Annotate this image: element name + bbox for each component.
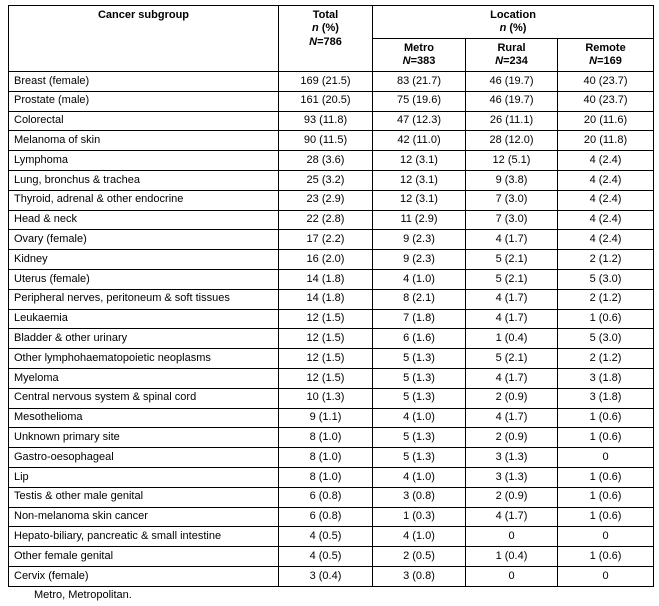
cell-rural: 28 (12.0)	[466, 131, 558, 151]
cell-rural: 26 (11.1)	[466, 111, 558, 131]
table-row	[9, 507, 654, 527]
table-row	[9, 309, 654, 329]
header-total-pct: (%)	[321, 22, 339, 35]
cell-rural: 3 (1.3)	[466, 448, 558, 468]
table-row	[9, 250, 654, 270]
cell-rural: 12 (5.1)	[466, 151, 558, 171]
cell-subgroup: Colorectal	[9, 111, 279, 131]
cell-total: 14 (1.8)	[279, 289, 373, 309]
header-metro	[373, 39, 466, 72]
cell-total: 8 (1.0)	[279, 428, 373, 448]
header-metro-N-value: =383	[410, 55, 436, 68]
cell-metro: 12 (3.1)	[373, 170, 466, 190]
table-row	[9, 269, 654, 289]
cell-metro: 1 (0.3)	[373, 507, 466, 527]
cell-metro: 5 (1.3)	[373, 349, 466, 369]
cell-subgroup: Gastro-oesophageal	[9, 448, 279, 468]
cell-total: 25 (3.2)	[279, 170, 373, 190]
header-location	[373, 6, 654, 39]
cell-total: 17 (2.2)	[279, 230, 373, 250]
cell-subgroup: Hepato-biliary, pancreatic & small intestine	[9, 527, 279, 547]
cell-total: 161 (20.5)	[279, 91, 373, 111]
cell-rural: 4 (1.7)	[466, 507, 558, 527]
header-location-title: Location	[490, 9, 536, 21]
table-row	[9, 210, 654, 230]
cell-remote: 3 (1.8)	[558, 388, 654, 408]
cell-subgroup: Prostate (male)	[9, 91, 279, 111]
cell-metro: 3 (0.8)	[373, 487, 466, 507]
header-remote-N-value: =169	[597, 55, 622, 68]
cell-subgroup: Lymphoma	[9, 151, 279, 171]
cell-subgroup: Breast (female)	[9, 72, 279, 92]
cell-remote: 1 (0.6)	[558, 309, 654, 329]
table-row	[9, 111, 654, 131]
cell-total: 12 (1.5)	[279, 368, 373, 388]
cell-subgroup: Thyroid, adrenal & other endocrine	[9, 190, 279, 210]
cell-rural: 46 (19.7)	[466, 91, 558, 111]
cell-rural: 3 (1.3)	[466, 467, 558, 487]
cell-subgroup: Mesothelioma	[9, 408, 279, 428]
table-row	[9, 566, 654, 586]
header-rural-N-symbol: N	[495, 55, 504, 68]
table-row	[9, 289, 654, 309]
cell-metro: 9 (2.3)	[373, 230, 466, 250]
cell-total: 8 (1.0)	[279, 448, 373, 468]
cell-total: 169 (21.5)	[279, 72, 373, 92]
cell-remote: 1 (0.6)	[558, 547, 654, 567]
cell-total: 23 (2.9)	[279, 190, 373, 210]
cell-rural: 9 (3.8)	[466, 170, 558, 190]
cell-subgroup: Unknown primary site	[9, 428, 279, 448]
cell-metro: 2 (0.5)	[373, 547, 466, 567]
table-row	[9, 527, 654, 547]
cell-remote: 40 (23.7)	[558, 72, 654, 92]
cell-rural: 4 (1.7)	[466, 368, 558, 388]
header-total-n-pct	[281, 22, 370, 35]
header-location-n: n	[499, 22, 507, 35]
cell-remote: 2 (1.2)	[558, 250, 654, 270]
cell-rural: 2 (0.9)	[466, 428, 558, 448]
cell-subgroup: Lung, bronchus & trachea	[9, 170, 279, 190]
header-rural-N	[468, 55, 555, 68]
header-total-n: n	[312, 22, 319, 35]
table-row	[9, 349, 654, 369]
table-row	[9, 170, 654, 190]
cell-total: 9 (1.1)	[279, 408, 373, 428]
cell-remote: 1 (0.6)	[558, 487, 654, 507]
cell-metro: 4 (1.0)	[373, 527, 466, 547]
cell-rural: 0	[466, 566, 558, 586]
cell-rural: 0	[466, 527, 558, 547]
cell-rural: 1 (0.4)	[466, 329, 558, 349]
cell-metro: 4 (1.0)	[373, 269, 466, 289]
cell-rural: 5 (2.1)	[466, 250, 558, 270]
cell-remote: 2 (1.2)	[558, 349, 654, 369]
header-metro-N	[375, 55, 463, 68]
cell-subgroup: Myeloma	[9, 368, 279, 388]
cell-subgroup: Kidney	[9, 250, 279, 270]
table-body	[9, 72, 654, 587]
header-metro-title: Metro	[404, 42, 434, 54]
header-location-pct: (%)	[509, 22, 527, 35]
cell-remote: 40 (23.7)	[558, 91, 654, 111]
cell-rural: 1 (0.4)	[466, 547, 558, 567]
cell-subgroup: Leukaemia	[9, 309, 279, 329]
cell-metro: 83 (21.7)	[373, 72, 466, 92]
cell-subgroup: Head & neck	[9, 210, 279, 230]
cell-rural: 46 (19.7)	[466, 72, 558, 92]
cell-metro: 4 (1.0)	[373, 467, 466, 487]
cell-total: 14 (1.8)	[279, 269, 373, 289]
table-row	[9, 131, 654, 151]
header-cancer-subgroup: Cancer subgroup	[9, 6, 279, 72]
cell-subgroup: Other lymphohaematopoietic neoplasms	[9, 349, 279, 369]
cell-remote: 3 (1.8)	[558, 368, 654, 388]
table-row	[9, 72, 654, 92]
table-row	[9, 151, 654, 171]
cell-metro: 75 (19.6)	[373, 91, 466, 111]
cell-rural: 4 (1.7)	[466, 289, 558, 309]
cell-total: 12 (1.5)	[279, 349, 373, 369]
table-row	[9, 408, 654, 428]
table-header	[9, 6, 654, 72]
table-row	[9, 487, 654, 507]
cell-total: 22 (2.8)	[279, 210, 373, 230]
cell-total: 90 (11.5)	[279, 131, 373, 151]
cell-total: 8 (1.0)	[279, 467, 373, 487]
cell-rural: 5 (2.1)	[466, 269, 558, 289]
cell-rural: 2 (0.9)	[466, 487, 558, 507]
cell-subgroup: Testis & other male genital	[9, 487, 279, 507]
header-remote-N	[560, 55, 651, 68]
cell-total: 28 (3.6)	[279, 151, 373, 171]
cell-rural: 4 (1.7)	[466, 230, 558, 250]
cell-metro: 47 (12.3)	[373, 111, 466, 131]
cell-total: 12 (1.5)	[279, 329, 373, 349]
cell-subgroup: Lip	[9, 467, 279, 487]
cancer-subgroup-location-table	[8, 5, 654, 587]
header-location-n-pct	[375, 22, 651, 35]
header-rural	[466, 39, 558, 72]
cell-remote: 4 (2.4)	[558, 151, 654, 171]
cell-total: 6 (0.8)	[279, 507, 373, 527]
cell-metro: 8 (2.1)	[373, 289, 466, 309]
header-total-N	[281, 36, 370, 49]
cell-remote: 0	[558, 448, 654, 468]
header-total	[279, 6, 373, 72]
cell-rural: 4 (1.7)	[466, 408, 558, 428]
cell-total: 10 (1.3)	[279, 388, 373, 408]
header-rural-N-value: =234	[503, 55, 528, 68]
cell-metro: 3 (0.8)	[373, 566, 466, 586]
cell-remote: 20 (11.8)	[558, 131, 654, 151]
table-row	[9, 547, 654, 567]
cell-remote: 2 (1.2)	[558, 289, 654, 309]
cell-metro: 7 (1.8)	[373, 309, 466, 329]
cell-remote: 4 (2.4)	[558, 230, 654, 250]
cell-total: 93 (11.8)	[279, 111, 373, 131]
cell-total: 4 (0.5)	[279, 547, 373, 567]
cell-subgroup: Non-melanoma skin cancer	[9, 507, 279, 527]
cell-rural: 7 (3.0)	[466, 210, 558, 230]
cell-total: 16 (2.0)	[279, 250, 373, 270]
cell-metro: 12 (3.1)	[373, 190, 466, 210]
cell-remote: 5 (3.0)	[558, 329, 654, 349]
table-row	[9, 388, 654, 408]
cell-subgroup: Cervix (female)	[9, 566, 279, 586]
cell-metro: 11 (2.9)	[373, 210, 466, 230]
header-total-title: Total	[312, 9, 339, 21]
cell-remote: 4 (2.4)	[558, 210, 654, 230]
cell-remote: 5 (3.0)	[558, 269, 654, 289]
cell-rural: 5 (2.1)	[466, 349, 558, 369]
cell-subgroup: Melanoma of skin	[9, 131, 279, 151]
cell-total: 3 (0.4)	[279, 566, 373, 586]
header-total-N-symbol: N	[309, 35, 318, 48]
header-remote-title: Remote	[585, 42, 626, 54]
cell-rural: 4 (1.7)	[466, 309, 558, 329]
cell-rural: 2 (0.9)	[466, 388, 558, 408]
cell-remote: 1 (0.6)	[558, 507, 654, 527]
cell-remote: 1 (0.6)	[558, 467, 654, 487]
cell-subgroup: Peripheral nerves, peritoneum & soft tissues	[9, 289, 279, 309]
table-row	[9, 428, 654, 448]
header-metro-N-symbol: N	[402, 55, 411, 68]
cell-remote: 20 (11.6)	[558, 111, 654, 131]
cell-total: 4 (0.5)	[279, 527, 373, 547]
table-row	[9, 230, 654, 250]
cell-remote: 1 (0.6)	[558, 408, 654, 428]
cell-metro: 42 (11.0)	[373, 131, 466, 151]
header-remote	[558, 39, 654, 72]
cell-remote: 4 (2.4)	[558, 190, 654, 210]
cell-total: 6 (0.8)	[279, 487, 373, 507]
footnote: Metro, Metropolitan.	[34, 589, 132, 601]
cell-remote: 1 (0.6)	[558, 428, 654, 448]
header-remote-N-symbol: N	[589, 55, 598, 68]
cell-metro: 5 (1.3)	[373, 368, 466, 388]
table-row	[9, 329, 654, 349]
header-rural-title: Rural	[497, 42, 526, 54]
cell-remote: 4 (2.4)	[558, 170, 654, 190]
cell-subgroup: Ovary (female)	[9, 230, 279, 250]
cell-metro: 5 (1.3)	[373, 448, 466, 468]
cell-remote: 0	[558, 527, 654, 547]
cell-metro: 12 (3.1)	[373, 151, 466, 171]
cell-remote: 0	[558, 566, 654, 586]
cell-subgroup: Central nervous system & spinal cord	[9, 388, 279, 408]
header-total-N-value: =786	[317, 35, 342, 48]
cell-metro: 6 (1.6)	[373, 329, 466, 349]
table-row	[9, 368, 654, 388]
cell-metro: 5 (1.3)	[373, 388, 466, 408]
cell-metro: 4 (1.0)	[373, 408, 466, 428]
cell-metro: 9 (2.3)	[373, 250, 466, 270]
cell-subgroup: Uterus (female)	[9, 269, 279, 289]
cell-rural: 7 (3.0)	[466, 190, 558, 210]
cell-subgroup: Bladder & other urinary	[9, 329, 279, 349]
table-row	[9, 448, 654, 468]
cell-total: 12 (1.5)	[279, 309, 373, 329]
table-row	[9, 91, 654, 111]
cell-metro: 5 (1.3)	[373, 428, 466, 448]
table-row	[9, 190, 654, 210]
table-row	[9, 467, 654, 487]
cell-subgroup: Other female genital	[9, 547, 279, 567]
